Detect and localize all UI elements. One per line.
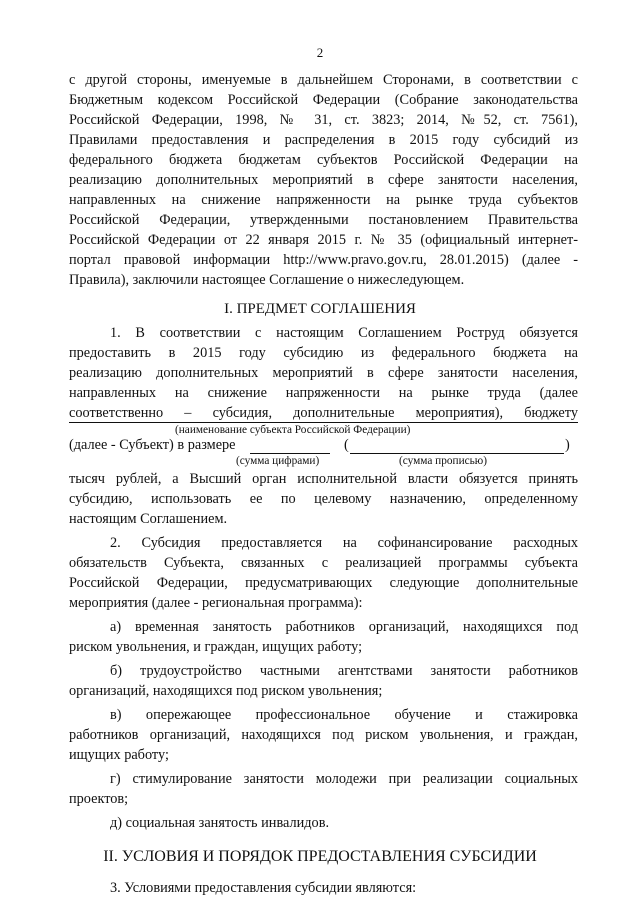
paragraph-line: Российской Федерации, предусматривающих следующие дополнительные bbox=[69, 575, 578, 591]
amount-words-caption: (сумма прописью) bbox=[399, 455, 487, 467]
section-heading: I. ПРЕДМЕТ СОГЛАШЕНИЯ bbox=[224, 301, 416, 317]
list-item-line: а) временная занятость работников организаций, находящихся под bbox=[110, 619, 578, 635]
paragraph-line: настоящим Соглашением. bbox=[69, 511, 228, 527]
subject-name-blank bbox=[69, 422, 578, 423]
list-item-line: работников организаций, находящихся под риском увольнения, и граждан, bbox=[69, 727, 578, 743]
intro-line: Российской Федерации, утвержденными постановлением Правительства bbox=[69, 212, 578, 228]
intro-line: реализацию дополнительных мероприятий в сфере занятости населения, bbox=[69, 172, 578, 188]
paragraph-line: соответственно – субсидия, дополнительные мероприятия), бюджету bbox=[69, 405, 578, 421]
list-item-line: б) трудоустройство частными агентствами занятости работников bbox=[110, 663, 578, 679]
list-item-d: д) социальная занятость инвалидов. bbox=[110, 815, 330, 831]
paragraph-line: реализацию дополнительных мероприятий в сфере занятости населения, bbox=[69, 365, 578, 381]
paragraph-line: тысяч рублей, а Высший орган исполнительной власти обязуется принять bbox=[69, 471, 578, 487]
subject-name-caption: (наименование субъекта Российской Федерации) bbox=[175, 424, 411, 436]
list-item-line: г) стимулирование занятости молодежи при реализации социальных bbox=[110, 771, 578, 787]
intro-line: Правила), заключили настоящее Соглашение о нижеследующем. bbox=[69, 272, 465, 288]
intro-line: федерального бюджета бюджетам субъектов Российской Федерации на bbox=[69, 152, 578, 168]
paragraph-line: предоставить в 2015 году субсидию из федерального бюджета на bbox=[69, 345, 578, 361]
amount-line-text: (далее - Субъект) в размере bbox=[69, 437, 236, 453]
paragraph-3: 3. Условиями предоставления субсидии являются: bbox=[110, 880, 417, 896]
intro-line: Российской Федерации, 1998, № 31, ст. 3823; 2014, №52, ст. 7561), bbox=[69, 112, 578, 128]
amount-digits-caption: (сумма цифрами) bbox=[236, 455, 320, 467]
paragraph-line: субсидию, использовать ее по целевому назначению, определенному bbox=[69, 491, 578, 507]
list-item-line: проектов; bbox=[69, 791, 129, 807]
open-paren: ( bbox=[344, 437, 349, 453]
list-item-line: в) опережающее профессиональное обучение и стажировка bbox=[110, 707, 578, 723]
intro-line: портал правовой информации http://www.pravo.gov.ru, 28.01.2015) (далее - bbox=[69, 252, 578, 268]
paragraph-line: обязательств Субъекта, связанных с реализацией программы субъекта bbox=[69, 555, 578, 571]
paragraph-line: 1. В соответствии с настоящим Соглашением Роструд обязуется bbox=[110, 325, 578, 341]
paragraph-line: направленных на снижение напряженности на рынке труда (далее bbox=[69, 385, 578, 401]
paragraph-line: 2. Субсидия предоставляется на софинансирование расходных bbox=[110, 535, 578, 551]
intro-line: Российской Федерации от 22 января 2015 г. № 35 (официальный интернет- bbox=[69, 232, 578, 248]
section-heading: II. УСЛОВИЯ И ПОРЯДОК ПРЕДОСТАВЛЕНИЯ СУБСИДИИ bbox=[103, 848, 537, 865]
list-item-line: ищущих работу; bbox=[69, 747, 169, 763]
paragraph-line: мероприятия (далее - региональная программа): bbox=[69, 595, 363, 611]
list-item-line: риском увольнения, и граждан, ищущих работу; bbox=[69, 639, 363, 655]
amount-words-blank bbox=[350, 453, 564, 454]
list-item-line: организаций, находящихся под риском увольнения; bbox=[69, 683, 383, 699]
intro-line: Бюджетным кодексом Российской Федерации (Собрание законодательства bbox=[69, 92, 578, 108]
intro-line: направленных на снижение напряженности на рынке труда субъектов bbox=[69, 192, 578, 208]
amount-digits-blank bbox=[250, 453, 330, 454]
intro-line: Правилами предоставления и распределения в 2015 году субсидий из bbox=[69, 132, 578, 148]
close-paren: ) bbox=[565, 437, 570, 453]
page-number: 2 bbox=[316, 45, 324, 60]
intro-line: с другой стороны, именуемые в дальнейшем Сторонами, в соответствии с bbox=[69, 72, 578, 88]
